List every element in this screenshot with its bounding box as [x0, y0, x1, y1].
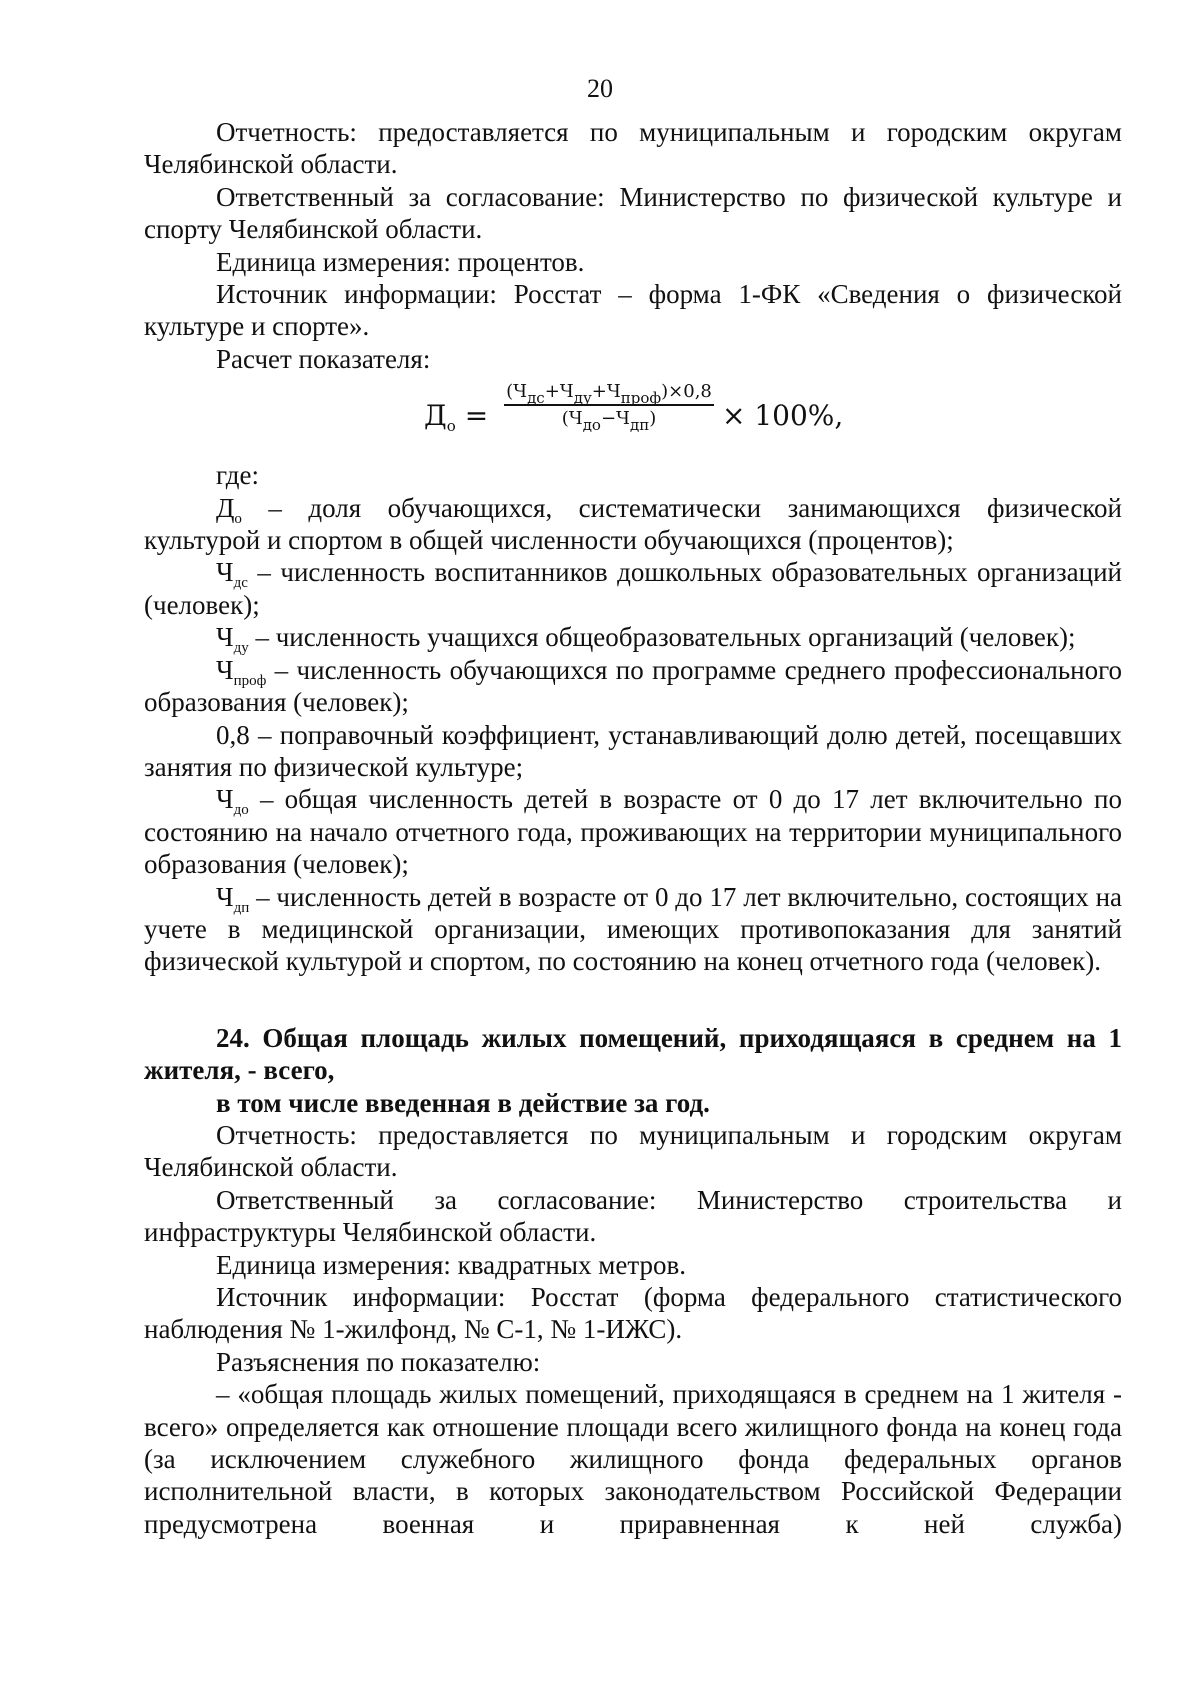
formula: [144, 375, 1122, 459]
section-24-source: Источник информации: Росстат (форма федерального статистического наблюдения № 1-жилфонд, № С-1, № 1-ИЖС).: [144, 1282, 1122, 1345]
definition-coefficient: 0,8 – поправочный коэффициент, устанавливающий долю детей, посещавших занятия по физической культуре;: [144, 719, 1122, 782]
definition-chds: $Ч_{дс}$ – численность воспитанников дошкольных образовательных организаций (человек);: [144, 557, 1122, 620]
where-label: где:: [216, 460, 259, 491]
definition-do: $Д_о$ – доля обучающихся, систематически занимающихся физической культурой и спортом в общей численности обучающихся (процентов);: [144, 492, 1122, 556]
reporting-paragraph: Отчетность: предоставляется по муниципальным и городским округам Челябинской области.: [144, 117, 1122, 180]
unit-paragraph: Единица измерения: процентов.: [216, 246, 585, 277]
formula-denominator: $(Ч_{до}-Ч_{дп})$: [561, 408, 657, 435]
formula-fraction: [504, 381, 714, 435]
page-number: 20: [587, 74, 613, 103]
section-24-explanations-label: Разъяснения по показателю:: [216, 1346, 541, 1377]
definition-chdo: $Ч_{до}$ – общая численность детей в возрасте от 0 до 17 лет включительно по состоянию на начало отчетного года, проживающих на территории муниципального образования (человек);: [144, 784, 1122, 880]
definition-chdu: $Ч_{ду}$ – численность учащихся общеобразовательных организаций (человек);: [216, 622, 1076, 657]
responsible-paragraph: Ответственный за согласование: Министерство по физической культуре и спорту Челябинской области.: [144, 181, 1122, 245]
formula-lhs: $Д_о$ =: [424, 399, 489, 436]
source-paragraph: Источник информации: Росстат – форма 1-ФК «Сведения о физической культуре и спорте».: [144, 279, 1122, 342]
section-24-explanation: – «общая площадь жилых помещений, приходящаяся в среднем на 1 жителя - всего» определяется как отношение площади всего жилищного фонда на конец года (за исключением служебного жилищного фонда федеральных органов исполнительной власти, в которых законодательством Российской Федерации предусмотрена военная и приравненная к ней служба): [144, 1379, 1122, 1539]
calculation-label: Расчет показателя:: [216, 343, 431, 374]
section-24-heading: 24. Общая площадь жилых помещений, приходящаяся в среднем на 1 жителя, - всего,: [144, 1022, 1122, 1086]
definition-chprof: $Ч_{проф}$ – численность обучающихся по программе среднего профессионального образования (человек);: [144, 654, 1122, 718]
formula-numerator: $(Ч_{дс}+Ч_{ду}+Ч_{проф})\times 0,8$: [504, 381, 714, 406]
section-24-subheading: в том числе введенная в действие за год.: [216, 1087, 710, 1118]
section-24-unit: Единица измерения: квадратных метров.: [216, 1249, 686, 1280]
definition-chdp: $Ч_{дп}$ – численность детей в возрасте от 0 до 17 лет включительно, состоящих на учете в медицинской организации, имеющих противопоказания для занятий физической культурой и спортом, по состоянию на конец отчетного года (человек).: [144, 881, 1122, 977]
section-gap: [144, 978, 1122, 1022]
page-content: [144, 116, 1122, 1540]
section-24-responsible: Ответственный за согласование: Министерство строительства и инфраструктуры Челябинской области.: [144, 1184, 1122, 1248]
formula-rhs: × 100%,: [722, 399, 844, 433]
section-24-reporting: Отчетность: предоставляется по муниципальным и городским округам Челябинской области.: [144, 1119, 1122, 1183]
